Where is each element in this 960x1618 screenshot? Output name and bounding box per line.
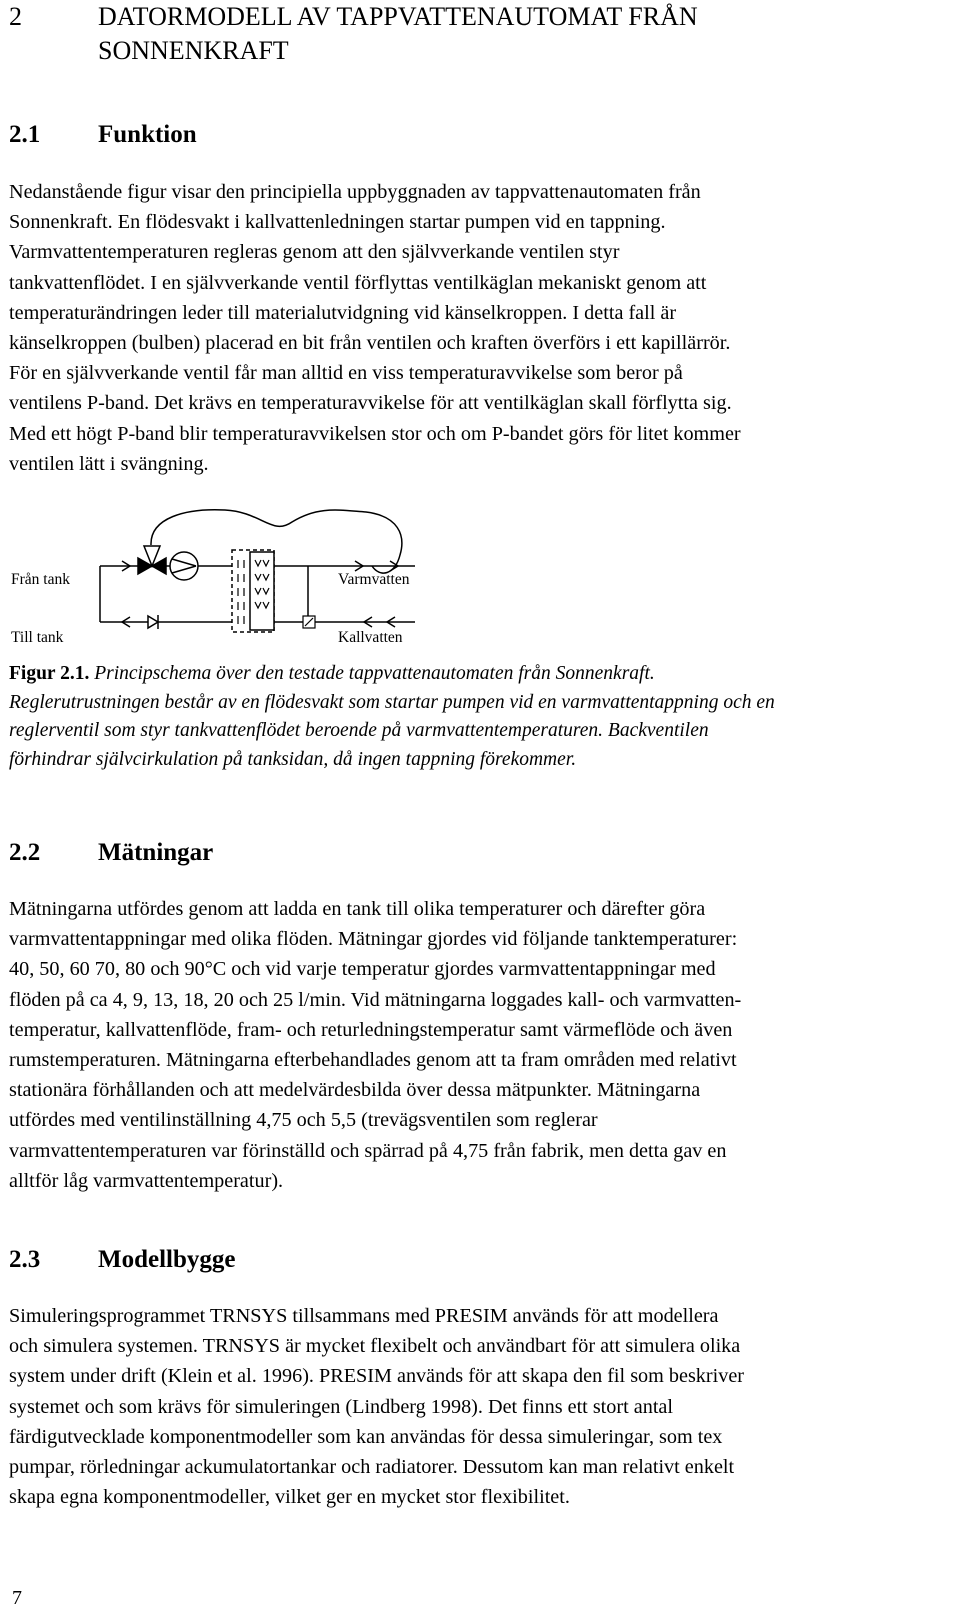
label-to-tank: Till tank xyxy=(11,629,64,646)
text-line: och simulera systemen. TRNSYS är mycket flexibelt och användbart för att simulera olika xyxy=(9,1335,741,1358)
page-number: 7 xyxy=(12,1587,22,1609)
caption-line: Reglerutrustningen består av en flödesvakt som startar pumpen vid en varmvattentappning och en xyxy=(9,691,775,713)
text-line: temperatur, kallvattenflöde, fram- och returledningstemperatur samt värmeflöde och även xyxy=(9,1018,733,1041)
text-line: 40, 50, 60 70, 80 och 90°C och vid varje temperatur gjordes varmvattentappningar med xyxy=(9,958,716,981)
text-line: Nedanstående figur visar den principiella uppbyggnaden av tappvattenautomaten från xyxy=(9,181,701,203)
chapter-title-line: DATORMODELL AV TAPPVATTENAUTOMAT FRÅN xyxy=(98,2,698,31)
flow-switch-icon xyxy=(303,616,315,628)
caption-line: reglerventil som styr tankvattenflödet beroende på varmvattentemperaturen. Backventilen xyxy=(9,720,709,742)
caption-line: förhindrar självcirkulation på tanksidan, då ingen tappning förekommer. xyxy=(9,748,577,770)
text-line: pumpar, rörledningar ackumulatortankar och radiatorer. Dessutom kan man relativt enkelt xyxy=(9,1456,735,1479)
text-line: utfördes med ventilinställning 4,75 och 5,5 (trevägsventilen som reglerar xyxy=(9,1109,598,1132)
caption-label: Figur 2.1. xyxy=(9,663,90,684)
section-number: 2.2 xyxy=(9,839,41,866)
text-line: rumstemperaturen. Mätningarna efterbehandlades genom att ta fram områden med relativt xyxy=(9,1049,737,1072)
section-number: 2.1 xyxy=(9,121,41,148)
paragraph-funktion xyxy=(9,177,954,479)
label-cold-water: Kallvatten xyxy=(338,629,403,646)
chapter-title-line: SONNENKRAFT xyxy=(98,36,289,65)
text-line: Sonnenkraft. En flödesvakt i kallvattenledningen startar pumpen vid en tappning. xyxy=(9,211,666,234)
label-from-tank: Från tank xyxy=(11,571,70,588)
text-line: varmvattentemperaturen var förinställd och spärrad på 4,75 från fabrik, men detta gav en xyxy=(9,1139,727,1162)
pump-icon xyxy=(170,552,198,580)
paragraph-matningar xyxy=(9,894,954,1196)
text-line: Mätningarna utfördes genom att ladda en tank till olika temperaturer och därefter göra xyxy=(9,898,706,920)
schematic-figure xyxy=(0,500,960,660)
caption-text: Principschema över den testade tappvattenautomaten från Sonnenkraft. xyxy=(94,663,655,684)
text-line: stationära förhållanden och att medelvärdesbilda över dessa mätpunkter. Mätningarna xyxy=(9,1079,701,1102)
text-line: flöden på ca 4, 9, 13, 18, 20 och 25 l/min. Vid mätningarna loggades kall- och varmvatten- xyxy=(9,988,742,1011)
text-line: ventilen lätt i svängning. xyxy=(9,452,209,475)
text-line: Varmvattentemperaturen regleras genom att den självverkande ventilen styr xyxy=(9,241,620,264)
text-line: känselkroppen (bulben) placerad en bit från ventilen och kraften överförs i ett kapillärrör. xyxy=(9,332,731,355)
text-line: temperaturändringen leder till materialutvidgning vid känselkroppen. I detta fall är xyxy=(9,301,677,324)
text-line: system under drift (Klein et al. 1996). PRESIM används för att skapa den fil som beskriver xyxy=(9,1365,745,1388)
text-line: ventilens P-band. Det krävs en temperaturavvikelse för att ventilkäglan skall förflytta sig. xyxy=(9,392,732,415)
figure-caption xyxy=(9,660,954,774)
paragraph-modellbygge xyxy=(9,1301,954,1512)
three-way-valve-icon xyxy=(138,546,166,574)
text-line: systemet och som krävs för simuleringen (Lindberg 1998). Det finns ett stort antal xyxy=(9,1395,673,1418)
section-number: 2.3 xyxy=(9,1246,41,1273)
text-line: alltför låg varmvattentemperatur). xyxy=(9,1169,284,1192)
section-title: Funktion xyxy=(98,121,197,148)
chapter-number: 2 xyxy=(9,2,22,31)
text-line: varmvattentappningar med olika flöden. Mätningar gjordes vid följande tanktemperaturer: xyxy=(9,928,738,951)
text-line: tankvattenflödet. I en självverkande ventil förflyttas ventilkäglan mekaniskt genom att xyxy=(9,271,707,294)
text-line: Simuleringsprogrammet TRNSYS tillsammans med PRESIM används för att modellera xyxy=(9,1305,719,1327)
section-title: Modellbygge xyxy=(98,1246,236,1273)
caption-first-line xyxy=(9,660,954,689)
label-hot-water: Varmvatten xyxy=(338,571,410,588)
chapter-title xyxy=(98,0,948,68)
text-line: Med ett högt P-band blir temperaturavvikelsen stor och om P-bandet görs för litet kommer xyxy=(9,422,741,445)
section-title: Mätningar xyxy=(98,839,214,866)
text-line: färdigutvecklade komponentmodeller som kan användas för dessa simuleringar, som tex xyxy=(9,1425,723,1448)
text-line: För en självverkande ventil får man alltid en viss temperaturavvikelse som beror på xyxy=(9,362,683,385)
text-line: skapa egna komponentmodeller, vilket ger en mycket stor flexibilitet. xyxy=(9,1486,570,1509)
check-valve-icon xyxy=(148,615,158,629)
